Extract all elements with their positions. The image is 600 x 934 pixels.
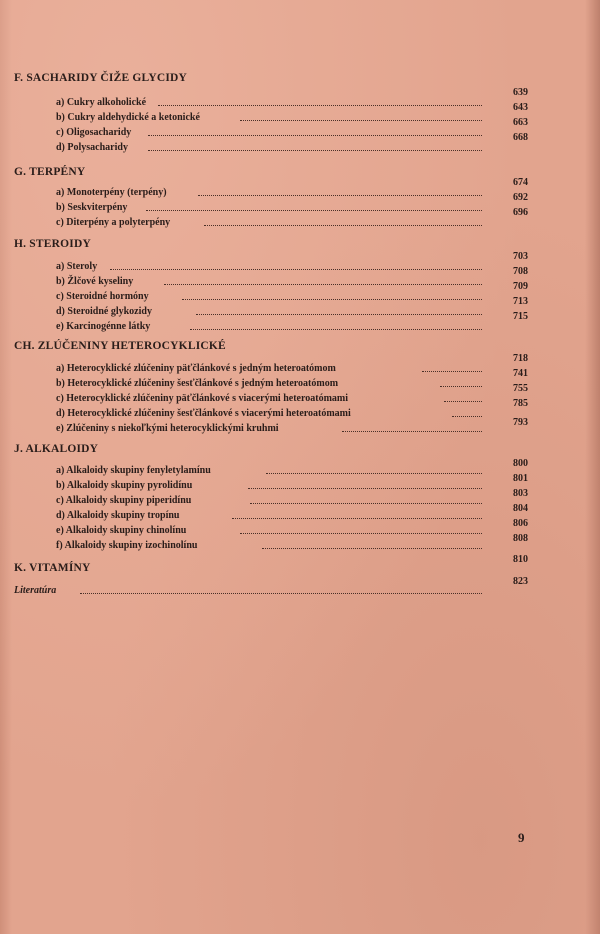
section-heading: F. SACHARIDY ČIŽE GLYCIDY xyxy=(14,72,188,84)
dot-leader xyxy=(262,548,482,549)
dot-leader xyxy=(182,299,482,300)
toc-entry-page: 741 xyxy=(513,368,528,379)
toc-entry-label: a) Steroly xyxy=(56,261,98,272)
toc-entry-label: c) Steroidné hormóny xyxy=(56,291,149,302)
toc-entry-label: b) Alkaloidy skupiny pyrolidínu xyxy=(56,480,193,491)
toc-entry-page: 785 xyxy=(513,398,528,409)
toc-entry[interactable] xyxy=(0,473,600,493)
toc-entry-page: 806 xyxy=(513,518,528,529)
toc-entry-page: 715 xyxy=(513,311,528,322)
toc-entry-label: b) Žlčové kyseliny xyxy=(56,276,134,287)
toc-entry-page: 674 xyxy=(513,177,528,188)
section-heading: G. TERPÉNY xyxy=(14,166,86,178)
toc-entry[interactable] xyxy=(0,177,600,200)
toc-entry-label: b) Cukry aldehydické a ketonické xyxy=(56,112,200,123)
toc-entry[interactable] xyxy=(0,417,600,436)
toc-entry-label: c) Alkaloidy skupiny piperidínu xyxy=(56,495,192,506)
dot-leader xyxy=(422,371,482,372)
literature-label: Literatúra xyxy=(14,585,57,596)
toc-entry-page: 639 xyxy=(513,87,528,98)
dot-leader xyxy=(164,284,482,285)
dot-leader xyxy=(198,195,482,196)
dot-leader xyxy=(342,431,482,432)
toc-entry-page: 663 xyxy=(513,117,528,128)
dot-leader xyxy=(266,473,482,474)
dot-leader xyxy=(240,120,482,121)
toc-entry-page: 810 xyxy=(513,554,528,565)
toc-entry-label: a) Cukry alkoholické xyxy=(56,97,147,108)
toc-entry-page: 696 xyxy=(513,207,528,218)
page-number: 9 xyxy=(518,830,525,845)
toc-entry[interactable] xyxy=(0,458,600,478)
dot-leader xyxy=(80,593,482,594)
toc-entry-label: a) Heterocyklické zlúčeniny päťčlánkové s jedným heteroatómom xyxy=(56,363,336,374)
toc-entry-label: e) Zlúčeniny s niekoľkými heterocyklickými kruhmi xyxy=(56,423,279,434)
dot-leader xyxy=(440,386,482,387)
toc-entry-label: c) Oligosacharidy xyxy=(56,127,132,138)
toc-entry[interactable] xyxy=(0,353,600,376)
toc-entry[interactable] xyxy=(0,503,600,523)
dot-leader xyxy=(248,488,482,489)
toc-entry-page: 692 xyxy=(513,192,528,203)
dot-leader xyxy=(158,105,482,106)
toc-entry-label: e) Alkaloidy skupiny chinolínu xyxy=(56,525,187,536)
section-heading: H. STEROIDY xyxy=(14,238,91,250)
dot-leader xyxy=(148,150,482,151)
toc-entry-page: 643 xyxy=(513,102,528,113)
toc-entry[interactable] xyxy=(0,251,600,274)
dot-leader xyxy=(232,518,482,519)
toc-entry-page: 800 xyxy=(513,458,528,469)
toc-entry-page: 668 xyxy=(513,132,528,143)
toc-entry[interactable] xyxy=(0,488,600,508)
toc-entry-page: 713 xyxy=(513,296,528,307)
toc-entry-label: c) Diterpény a polyterpény xyxy=(56,217,171,228)
dot-leader xyxy=(444,401,482,402)
toc-entry-page: 801 xyxy=(513,473,528,484)
dot-leader xyxy=(148,135,482,136)
toc-entry-label: c) Heterocyklické zlúčeniny päťčlánkové s viacerými heteroatómami xyxy=(56,393,349,404)
dot-leader xyxy=(452,416,482,417)
toc-entry-page: 755 xyxy=(513,383,528,394)
toc-entry-label: e) Karcinogénne látky xyxy=(56,321,151,332)
toc-entry-page: 709 xyxy=(513,281,528,292)
toc-entry-label: f) Alkaloidy skupiny izochinolínu xyxy=(56,540,198,551)
toc-entry-page: 703 xyxy=(513,251,528,262)
toc-entry-page: 708 xyxy=(513,266,528,277)
toc-entry-label: d) Alkaloidy skupiny tropínu xyxy=(56,510,180,521)
toc-entry-page: 823 xyxy=(513,576,528,587)
toc-entry-page: 804 xyxy=(513,503,528,514)
toc-entry[interactable] xyxy=(0,533,600,553)
toc-entry-page: 808 xyxy=(513,533,528,544)
toc-entry-label: b) Seskviterpény xyxy=(56,202,128,213)
toc-entry-label: d) Heterocyklické zlúčeniny šesťčlánkové s viacerými heteroatómami xyxy=(56,408,351,419)
toc-entry[interactable] xyxy=(0,518,600,538)
toc-entry-label: a) Alkaloidy skupiny fenyletylamínu xyxy=(56,465,211,476)
toc-entry-label: b) Heterocyklické zlúčeniny šesťčlánkové s jedným heteroatómom xyxy=(56,378,339,389)
dot-leader xyxy=(110,269,482,270)
dot-leader xyxy=(240,533,482,534)
dot-leader xyxy=(204,225,482,226)
dot-leader xyxy=(250,503,482,504)
toc-entry-label: d) Polysacharidy xyxy=(56,142,128,153)
toc-literature-entry[interactable] xyxy=(0,576,600,598)
section-heading: CH. ZLÚČENINY HETEROCYKLICKÉ xyxy=(14,340,226,352)
dot-leader xyxy=(196,314,482,315)
toc-entry-page: 718 xyxy=(513,353,528,364)
toc-entry[interactable] xyxy=(0,87,600,110)
section-heading: J. ALKALOIDY xyxy=(14,443,99,455)
toc-entry-page: 803 xyxy=(513,488,528,499)
toc-entry-label: d) Steroidné glykozidy xyxy=(56,306,152,317)
toc-entry-label: a) Monoterpény (terpény) xyxy=(56,187,167,198)
dot-leader xyxy=(146,210,482,211)
dot-leader xyxy=(190,329,482,330)
toc-entry-page: 793 xyxy=(513,417,528,428)
section-heading: K. VITAMÍNY xyxy=(14,562,91,574)
